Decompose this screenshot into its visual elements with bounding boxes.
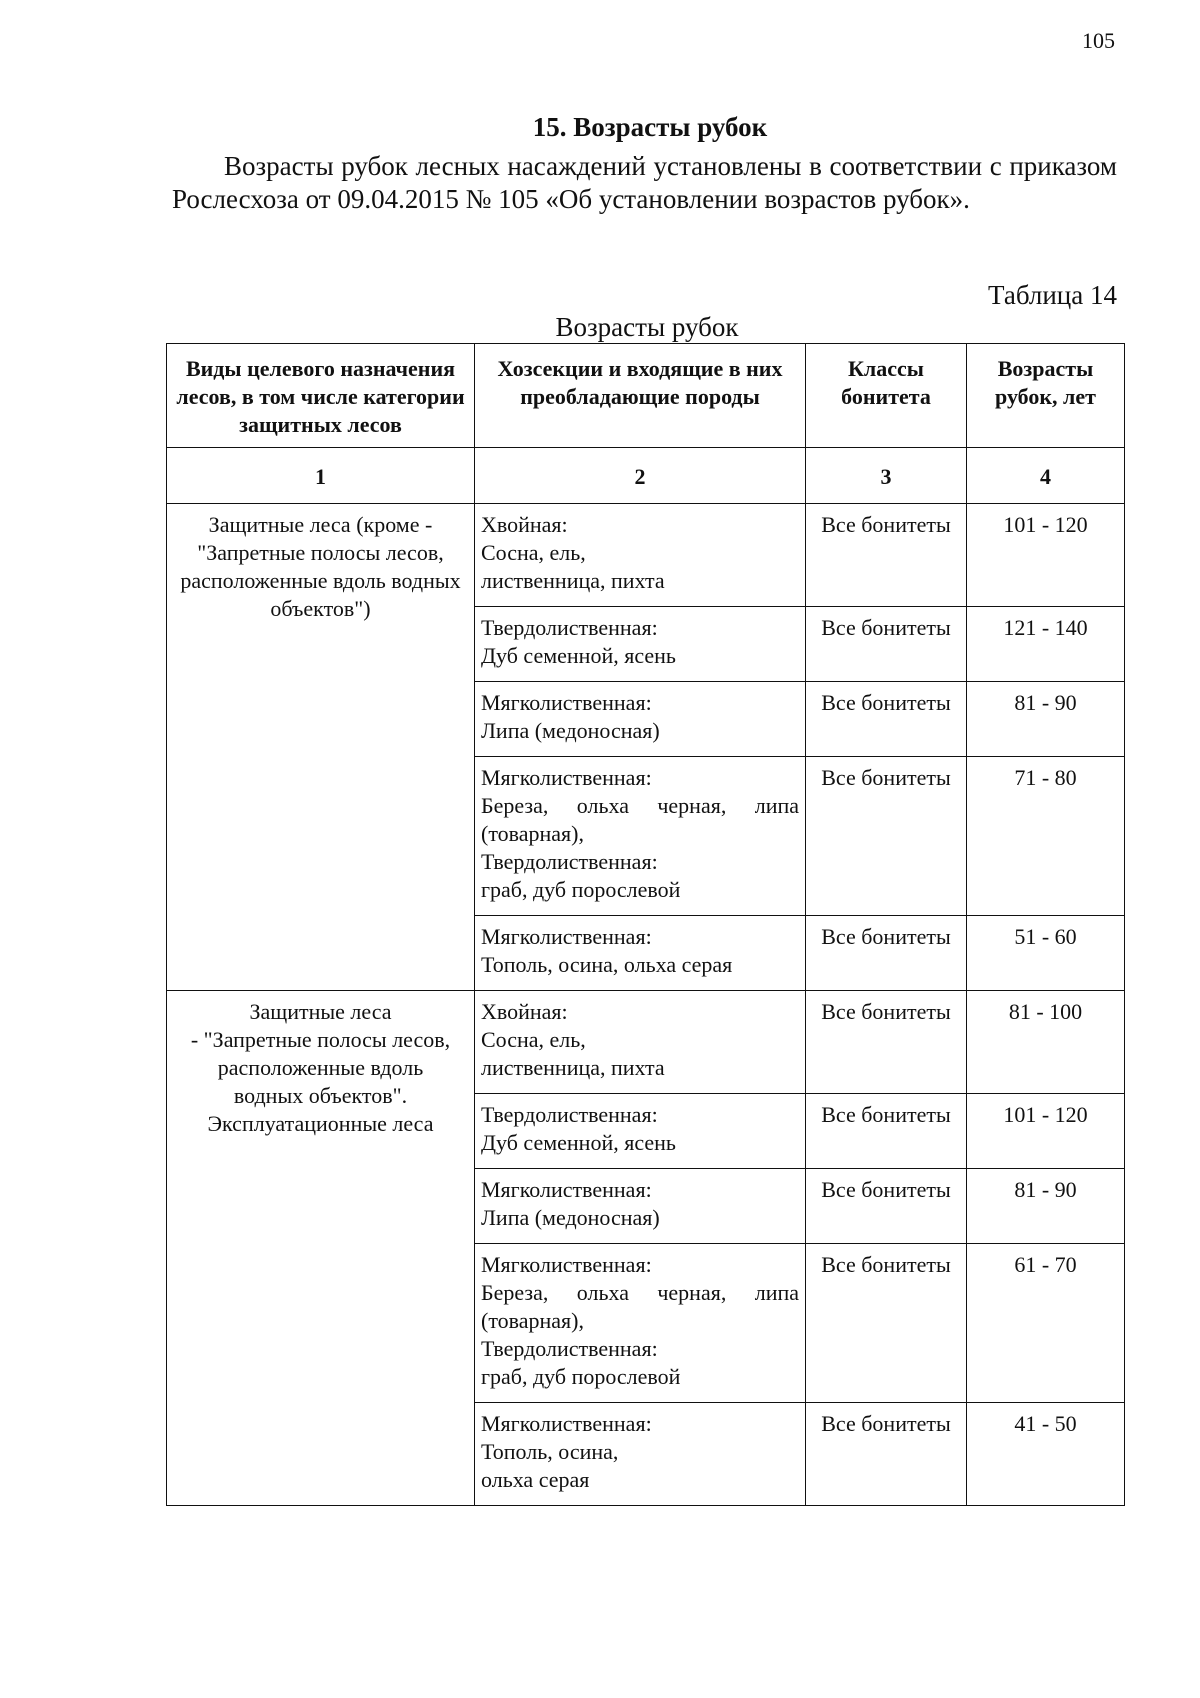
breed-line: граб, дуб порослевой [481,1364,681,1389]
purpose-line: расположенные вдоль [217,1055,424,1080]
intro-text: Возрасты рубок лесных насаждений установлены в соответствии с приказом Рослесхоза от 09.04.2015 № 105 «Об установлении возрастов рубок». [172,151,1117,214]
site-class-cell: Все бонитеты [806,757,967,916]
breed-line: Мягколиственная: [481,690,652,715]
breed-line: лиственница, пихта [481,568,665,593]
table-number: Таблица 14 [988,280,1117,310]
breed-line: Тополь, осина, ольха серая [481,952,733,977]
purpose-line: - "Запретные полосы лесов, [190,1027,451,1052]
intro-paragraph [172,150,1117,216]
breed-cell [475,991,806,1094]
breed-line: Твердолиственная: [481,1336,658,1361]
breed-line: (товарная), [481,1308,584,1333]
breed-line: Тополь, осина, [481,1439,619,1464]
cutting-age-cell: 41 - 50 [967,1403,1125,1506]
site-class-cell: Все бонитеты [806,1169,967,1244]
cutting-age-cell: 121 - 140 [967,607,1125,682]
site-class-cell: Все бонитеты [806,1403,967,1506]
breed-line: Дуб семенной, ясень [481,1130,676,1155]
cutting-age-cell: 101 - 120 [967,504,1125,607]
breed-line: Мягколиственная: [481,924,652,949]
header-sections-breeds: Хозсекции и входящие в них преобладающие породы [475,344,806,448]
site-class-cell: Все бонитеты [806,1244,967,1403]
breed-line: Липа (медоносная) [481,718,660,743]
forest-purpose-cell [167,991,475,1506]
header-row [167,344,1125,448]
cutting-age-cell: 51 - 60 [967,916,1125,991]
column-number-row [167,448,1125,504]
purpose-line: Эксплуатационные леса [207,1111,434,1136]
column-number: 3 [806,448,967,504]
breed-line: Мягколиственная: [481,1252,652,1277]
breed-line: граб, дуб порослевой [481,877,681,902]
column-number: 2 [475,448,806,504]
breed-cell [475,757,806,916]
breed-line: (товарная), [481,821,584,846]
breed-cell [475,916,806,991]
breed-cell [475,1094,806,1169]
header-site-class: Классы бонитета [806,344,967,448]
breed-line: ольха серая [481,1467,590,1492]
section-title: 15. Возрасты рубок [532,112,768,142]
breed-line: Мягколиственная: [481,1411,652,1436]
breed-cell [475,1169,806,1244]
site-class-cell: Все бонитеты [806,607,967,682]
breed-line: лиственница, пихта [481,1055,665,1080]
purpose-line: водных объектов". [233,1083,408,1108]
site-class-cell: Все бонитеты [806,991,967,1094]
cutting-age-cell: 81 - 90 [967,682,1125,757]
breed-line: Сосна, ель, [481,1027,586,1052]
table-caption: Возрасты рубок [555,312,739,342]
cutting-ages-table [166,343,1125,1506]
breed-cell [475,504,806,607]
breed-line: Дуб семенной, ясень [481,643,676,668]
breed-line: Хвойная: [481,512,568,537]
breed-cell [475,607,806,682]
breed-line: Мягколиственная: [481,765,652,790]
column-number: 4 [967,448,1125,504]
breed-cell [475,682,806,757]
header-forest-purpose: Виды целевого назначения лесов, в том числе категории защитных лесов [167,344,475,448]
cutting-age-cell: 81 - 90 [967,1169,1125,1244]
breed-line: Береза, ольха черная, липа [481,1280,799,1305]
site-class-cell: Все бонитеты [806,916,967,991]
table-row [167,504,1125,607]
breed-cell [475,1403,806,1506]
breed-line: Твердолиственная: [481,849,658,874]
cutting-age-cell: 101 - 120 [967,1094,1125,1169]
site-class-cell: Все бонитеты [806,504,967,607]
breed-line: Береза, ольха черная, липа [481,793,799,818]
header-cutting-age: Возрасты рубок, лет [967,344,1125,448]
breed-line: Сосна, ель, [481,540,586,565]
cutting-age-cell: 61 - 70 [967,1244,1125,1403]
breed-line: Хвойная: [481,999,568,1024]
breed-line: Липа (медоносная) [481,1205,660,1230]
breed-line: Твердолиственная: [481,1102,658,1127]
forest-purpose-cell: Защитные леса (кроме - "Запретные полосы лесов, расположенные вдоль водных объектов") [167,504,475,991]
breed-cell [475,1244,806,1403]
purpose-line: Защитные леса [249,999,392,1024]
page-number: 105 [1082,28,1115,53]
site-class-cell: Все бонитеты [806,1094,967,1169]
column-number: 1 [167,448,475,504]
breed-line: Твердолиственная: [481,615,658,640]
site-class-cell: Все бонитеты [806,682,967,757]
breed-line: Мягколиственная: [481,1177,652,1202]
cutting-age-cell: 71 - 80 [967,757,1125,916]
cutting-age-cell: 81 - 100 [967,991,1125,1094]
table-row [167,991,1125,1094]
